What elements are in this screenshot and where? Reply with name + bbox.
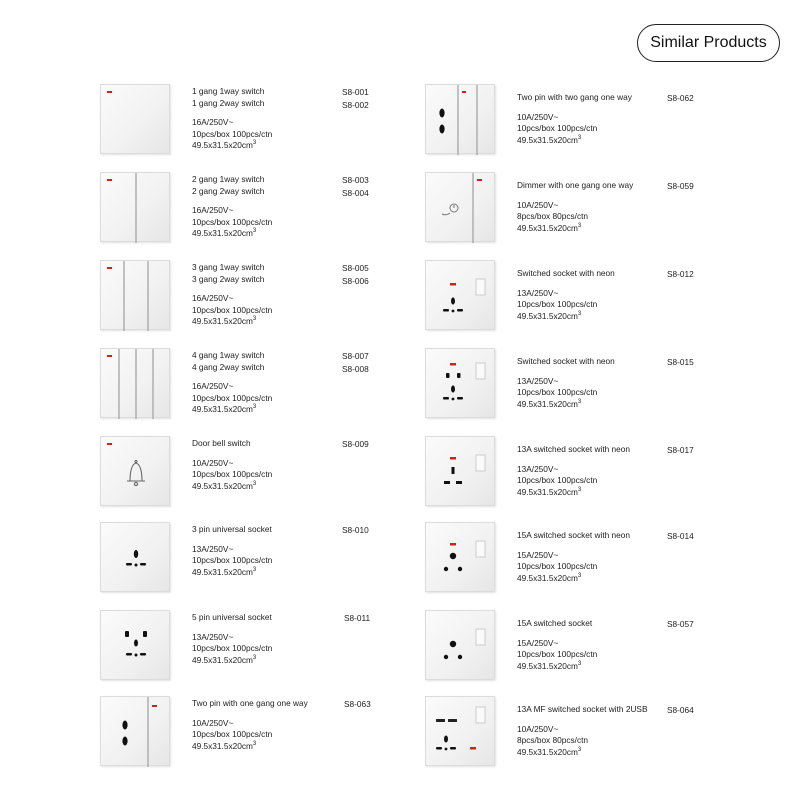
product-item-s8-064[interactable] — [425, 696, 755, 772]
product-size: $49.5x31.5x20cm^3$ — [517, 398, 582, 409]
product-name: 4 gang 2way switch — [192, 361, 265, 372]
product-size: $49.5x31.5x20cm^3$ — [192, 228, 257, 238]
product-code: S8-006 — [342, 275, 369, 286]
bell-icon — [127, 461, 145, 486]
product-code: S8-004 — [342, 187, 369, 198]
product-item-s8-057[interactable] — [425, 610, 755, 686]
product-name: 2 gang 2way switch — [192, 185, 265, 196]
mf-socket-usb-image — [425, 696, 495, 766]
product-name: 15A switched socket — [517, 618, 593, 628]
product-packing: 8pcs/box 80pcs/ctn — [517, 735, 589, 745]
product-size: $49.5x31.5x20cm^3$ — [192, 480, 257, 491]
product-rating: 10A/250V~ — [517, 723, 559, 734]
product-rating: 13A/250V~ — [192, 543, 234, 554]
product-code: S8-009 — [342, 439, 369, 449]
product-info — [192, 698, 432, 752]
product-size: $49.5x31.5x20cm^3$ — [192, 654, 257, 665]
product-name: 2 gang 1way switch — [192, 174, 265, 184]
product-packing: 10pcs/box 100pcs/ctn — [192, 643, 273, 653]
product-rating: 15A/250V~ — [517, 549, 559, 560]
five-pin-socket-icon — [125, 631, 147, 657]
product-code: S8-062 — [667, 93, 694, 103]
similar-products-button[interactable]: Similar Products — [637, 24, 780, 62]
product-name: Door bell switch — [192, 438, 251, 448]
five-pin-universal-socket-image — [100, 610, 170, 680]
product-packing: 10pcs/box 100pcs/ctn — [192, 555, 273, 565]
universal-socket-icon — [436, 736, 456, 751]
product-size: $49.5x31.5x20cm^3$ — [517, 222, 582, 233]
dimmer-switch-image — [425, 172, 495, 242]
product-codes — [344, 698, 371, 711]
product-code: S8-011 — [344, 613, 371, 623]
product-info — [517, 86, 757, 146]
two-pin-socket-icon — [122, 721, 127, 746]
product-rating: 10A/250V~ — [517, 111, 559, 122]
product-size: $49.5x31.5x20cm^3$ — [192, 740, 257, 751]
product-codes — [342, 438, 369, 451]
product-item-s8-017[interactable] — [425, 436, 755, 512]
product-packing: 10pcs/box 100pcs/ctn — [192, 729, 273, 739]
two-pin-two-gang-switch-image — [425, 84, 495, 154]
product-name: Two pin with two gang one way — [517, 92, 632, 102]
product-name: 1 gang 1way switch — [192, 86, 265, 96]
thirteen-amp-socket-image — [425, 436, 495, 506]
product-name: 3 gang 1way switch — [192, 262, 265, 272]
product-code: S8-015 — [667, 357, 694, 367]
product-name: 1 gang 2way switch — [192, 97, 265, 108]
product-item-s8-062[interactable] — [425, 84, 755, 160]
two-gang-switch-image — [100, 172, 170, 242]
product-size: $49.5x31.5x20cm^3$ — [192, 140, 257, 150]
product-code: S8-008 — [342, 363, 369, 374]
product-rating: 15A/250V~ — [517, 637, 559, 648]
product-size: $49.5x31.5x20cm^3$ — [192, 316, 257, 326]
product-size: $49.5x31.5x20cm^3$ — [517, 572, 582, 583]
product-info — [517, 350, 757, 410]
five-pin-socket-icon — [443, 373, 463, 400]
product-item-s8-015[interactable] — [425, 348, 755, 424]
usb-port-icon — [436, 719, 457, 722]
product-size: $49.5x31.5x20cm^3$ — [517, 134, 582, 145]
product-info — [517, 524, 757, 584]
product-name: Two pin with one gang one way — [192, 698, 308, 708]
product-item-s8-012[interactable] — [425, 260, 755, 336]
product-size: $49.5x31.5x20cm^3$ — [517, 486, 582, 497]
product-code: S8-010 — [342, 525, 369, 535]
product-packing: 10pcs/box 100pcs/ctn — [517, 387, 598, 397]
product-code: S8-059 — [667, 181, 694, 191]
product-rating: 16A/250V~ — [192, 293, 234, 303]
product-info — [192, 262, 432, 328]
switched-socket-neon-image — [425, 260, 495, 330]
product-name: 15A switched socket with neon — [517, 530, 630, 540]
product-size: $49.5x31.5x20cm^3$ — [192, 566, 257, 577]
product-name: Switched socket with neon — [517, 268, 615, 278]
fifteen-amp-socket-neon-image — [425, 522, 495, 592]
two-pin-socket-icon — [439, 109, 444, 134]
product-rating: 16A/250V~ — [192, 381, 234, 391]
fifteen-amp-socket-image — [425, 610, 495, 680]
product-rating: 13A/250V~ — [517, 463, 559, 474]
product-code: S8-001 — [342, 87, 369, 97]
product-codes — [342, 86, 369, 111]
product-info — [192, 350, 432, 416]
product-name: Switched socket with neon — [517, 356, 615, 366]
product-item-s8-011[interactable] — [100, 610, 430, 686]
product-codes — [344, 612, 370, 625]
product-item-s8-063[interactable] — [100, 696, 430, 772]
product-info — [192, 174, 432, 240]
product-info — [192, 612, 432, 666]
single-gang-switch-image — [100, 84, 170, 154]
product-name: 4 gang 1way switch — [192, 350, 265, 360]
product-item-s8-001[interactable] — [100, 84, 430, 160]
product-codes — [667, 704, 694, 717]
universal-socket-icon — [443, 297, 463, 312]
product-info — [517, 174, 757, 234]
product-item-s8-003[interactable] — [100, 172, 430, 248]
product-rating: 16A/250V~ — [192, 117, 234, 127]
product-size: $49.5x31.5x20cm^3$ — [192, 404, 257, 414]
uk-socket-icon — [444, 467, 462, 484]
product-rating: 10A/250V~ — [517, 199, 559, 210]
product-packing: 10pcs/box 100pcs/ctn — [517, 299, 598, 309]
product-info — [517, 262, 757, 322]
round-pin-socket-icon — [444, 641, 462, 659]
product-name: 3 gang 2way switch — [192, 273, 265, 284]
product-name: 13A switched socket with neon — [517, 444, 630, 454]
universal-socket-icon — [126, 550, 146, 567]
product-packing: 10pcs/box 100pcs/ctn — [192, 304, 273, 315]
product-code: S8-005 — [342, 263, 369, 273]
product-codes — [342, 350, 369, 375]
product-item-s8-059[interactable] — [425, 172, 755, 248]
product-rating: 13A/250V~ — [192, 631, 234, 642]
product-code: S8-003 — [342, 175, 369, 185]
two-pin-one-gang-switch-image — [100, 696, 170, 766]
product-rating: 13A/250V~ — [517, 287, 559, 298]
product-codes — [667, 180, 694, 193]
product-item-s8-010[interactable] — [100, 522, 430, 598]
product-size: $49.5x31.5x20cm^3$ — [517, 746, 582, 757]
four-gang-switch-image — [100, 348, 170, 418]
product-info — [192, 524, 432, 578]
product-rating: 13A/250V~ — [517, 375, 559, 386]
door-bell-switch-image — [100, 436, 170, 506]
product-code: S8-064 — [667, 705, 694, 715]
product-codes — [667, 444, 694, 457]
product-code: S8-017 — [667, 445, 694, 455]
product-packing: 10pcs/box 100pcs/ctn — [192, 469, 273, 479]
product-name: 13A MF switched socket with 2USB — [517, 704, 648, 714]
product-code: S8-012 — [667, 269, 694, 279]
product-packing: 10pcs/box 100pcs/ctn — [517, 475, 598, 485]
three-pin-universal-socket-image — [100, 522, 170, 592]
product-info — [192, 86, 432, 152]
product-codes — [667, 530, 694, 543]
product-name: Dimmer with one gang one way — [517, 180, 634, 190]
product-packing: 10pcs/box 100pcs/ctn — [517, 123, 598, 133]
product-item-s8-014[interactable] — [425, 522, 755, 598]
product-item-s8-007[interactable] — [100, 348, 430, 424]
product-info — [517, 698, 757, 758]
product-info — [517, 612, 757, 672]
product-size: $49.5x31.5x20cm^3$ — [517, 660, 582, 671]
product-codes — [342, 262, 369, 287]
product-name: 5 pin universal socket — [192, 612, 272, 622]
three-gang-switch-image — [100, 260, 170, 330]
product-code: S8-063 — [344, 699, 371, 709]
product-code: S8-007 — [342, 351, 369, 361]
product-codes — [667, 356, 694, 369]
product-packing: 10pcs/box 100pcs/ctn — [517, 649, 598, 659]
product-codes — [342, 524, 369, 537]
product-code: S8-002 — [342, 99, 369, 110]
product-codes — [667, 268, 694, 281]
product-info — [517, 438, 757, 498]
dimmer-knob-icon — [442, 204, 458, 215]
product-codes — [667, 92, 694, 105]
product-rating: 16A/250V~ — [192, 205, 234, 215]
product-code: S8-014 — [667, 531, 694, 541]
product-item-s8-005[interactable] — [100, 260, 430, 336]
product-packing: 10pcs/box 100pcs/ctn — [192, 392, 273, 403]
product-size: $49.5x31.5x20cm^3$ — [517, 310, 582, 321]
product-packing: 8pcs/box 80pcs/ctn — [517, 211, 589, 221]
product-rating: 10A/250V~ — [192, 457, 234, 468]
product-packing: 10pcs/box 100pcs/ctn — [192, 216, 273, 227]
round-pin-socket-icon — [444, 553, 462, 571]
product-item-s8-009[interactable] — [100, 436, 430, 512]
product-name: 3 pin universal socket — [192, 524, 272, 534]
switched-socket-neon-image — [425, 348, 495, 418]
product-codes — [342, 174, 369, 199]
product-code: S8-057 — [667, 619, 694, 629]
product-rating: 10A/250V~ — [192, 717, 234, 728]
product-packing: 10pcs/box 100pcs/ctn — [192, 128, 273, 139]
product-codes — [667, 618, 694, 631]
product-packing: 10pcs/box 100pcs/ctn — [517, 561, 598, 571]
product-info — [192, 438, 432, 492]
